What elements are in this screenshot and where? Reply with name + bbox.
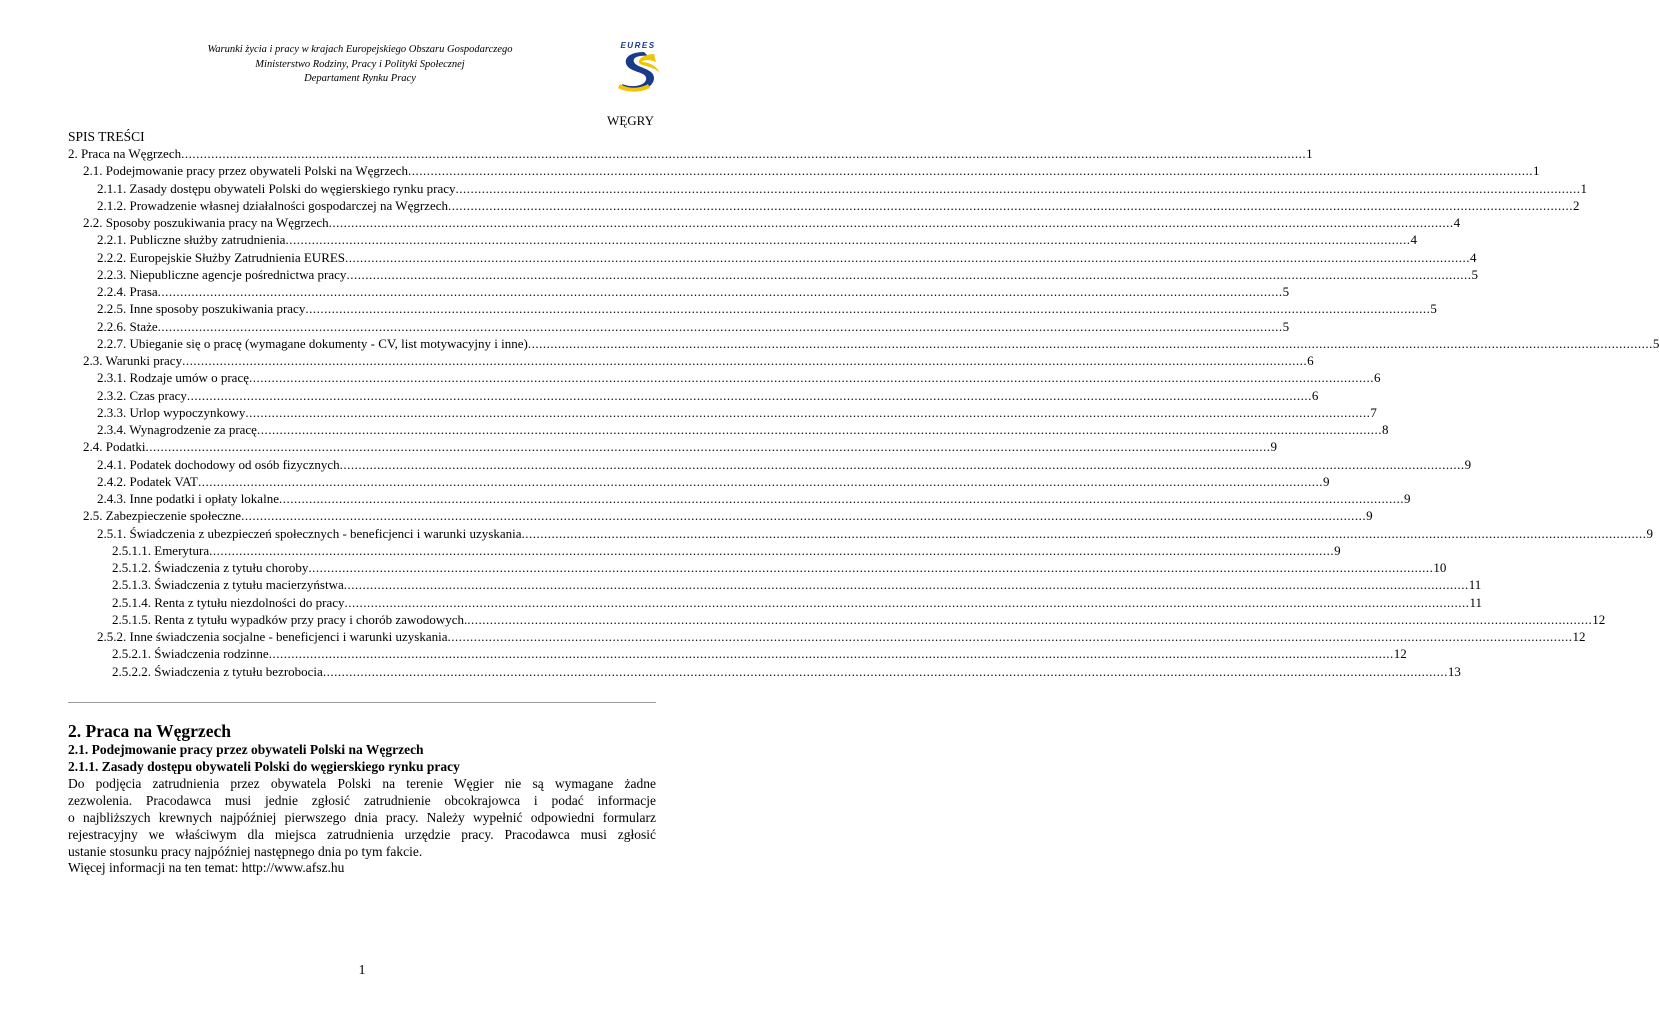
toc-dot-leader: ............................................................................................................................................................................................................................................................................................................ [182, 353, 1308, 368]
toc-dot-leader: ............................................................................................................................................................................................................................................................................................................ [339, 456, 1465, 472]
toc-entry-title: 2.2.4. Prasa [97, 284, 158, 299]
eures-logo-text: EURES [620, 41, 656, 50]
toc-dot-leader: ............................................................................................................................................................................................................................................................................................................ [245, 404, 1371, 420]
toc-dot-leader: ............................................................................................................................................................................................................................................................................................................ [157, 318, 1283, 334]
toc-dot-leader: ............................................................................................................................................................................................................................................................................................................ [408, 163, 1534, 179]
toc-entry-page: 9 [1334, 542, 1341, 558]
subsubsection-heading: 2.1.1. Zasady dostępu obywateli Polski do węgierskiego rynku pracy [68, 759, 460, 774]
toc-entry-title: 2.5.2. Inne świadczenia socjalne - beneficjenci i warunki uzyskania [97, 629, 448, 644]
toc-dot-leader: ............................................................................................................................................................................................................................................................................................................ [241, 508, 1367, 524]
toc-dot-leader: ............................................................................................................................................................................................................................................................................................................ [198, 473, 1323, 489]
document-header [150, 43, 570, 87]
toc-dot-leader: ............................................................................................................................................................................................................................................................................................................ [248, 370, 1374, 386]
toc-dot-leader: ............................................................................................................................................................................................................................................................................................................ [181, 146, 1307, 161]
toc-dot-leader: ............................................................................................................................................................................................................................................................................................................ [268, 646, 1394, 662]
toc-dot-leader: ............................................................................................................................................................................................................................................................................................................ [157, 284, 1283, 299]
toc-entry[interactable] [68, 353, 1314, 370]
toc-entry-page: 5 [1652, 335, 1659, 351]
toc-dot-leader: ............................................................................................................................................................................................................................................................................................................ [322, 663, 1448, 679]
toc-entry[interactable] [68, 232, 1417, 249]
toc-entry-title: 2.1.1. Zasady dostępu obywateli Polski do węgierskiego rynku pracy [97, 180, 456, 196]
toc-entry-title: 2.5.1.1. Emerytura [112, 542, 210, 558]
toc-entry-title: 2.4.1. Podatek dochodowy od osób fizycznych [97, 456, 340, 472]
toc-dot-leader: ............................................................................................................................................................................................................................................................................................................ [447, 197, 1573, 213]
toc-entry[interactable] [68, 197, 1580, 215]
toc-entry[interactable] [68, 387, 1319, 405]
toc-entry-title: 2.2.7. Ubieganie się o pracę (wymagane dokumenty - CV, list motywacyjny i inne) [97, 335, 528, 351]
toc-entry[interactable] [68, 266, 1478, 284]
toc-entry[interactable] [68, 663, 1461, 681]
body-paragraph [68, 775, 656, 860]
toc-entry[interactable] [68, 146, 1313, 163]
toc-entry-title: 2.5.1.4. Renta z tytułu niezdolności do pracy [112, 594, 345, 610]
toc-dot-leader: ............................................................................................................................................................................................................................................................................................................ [521, 525, 1647, 541]
toc-entry[interactable] [68, 577, 1482, 594]
toc-entry-title: 2.3.2. Czas pracy [97, 387, 187, 403]
toc-entry-page: 9 [1646, 525, 1653, 541]
toc-entry-title: 2.5.2.2. Świadczenia z tytułu bezrobocia [112, 663, 323, 679]
toc-entry-title: 2.2.6. Staże [97, 318, 158, 334]
toc-entry-page: 11 [1468, 577, 1482, 593]
more-info-line: Więcej informacji na ten temat: http://www.afsz.hu [68, 860, 345, 875]
toc-entry-title: 2.2.3. Niepubliczne agencje pośrednictwa pracy [97, 266, 347, 282]
toc-entry-page: 4 [1470, 249, 1477, 265]
paragraph-line: Do podjęcia zatrudnienia przez obywatela Polski na terenie Węgier nie są wymagane żadne [68, 776, 656, 791]
toc-dot-leader: ............................................................................................................................................................................................................................................................................................................ [447, 629, 1573, 644]
toc-entry[interactable] [68, 215, 1461, 232]
toc-entry[interactable] [68, 163, 1540, 180]
header-line-2: Ministerstwo Rodziny, Pracy i Polityki Społecznej [255, 58, 465, 70]
toc-entry-page: 11 [1469, 594, 1483, 610]
toc-entry[interactable] [68, 491, 1411, 508]
toc-dot-leader: ............................................................................................................................................................................................................................................................................................................ [345, 249, 1471, 265]
toc-entry[interactable] [68, 525, 1653, 543]
toc-entry-page: 9 [1323, 473, 1330, 489]
toc-dot-leader: ............................................................................................................................................................................................................................................................................................................ [343, 577, 1469, 593]
toc-entry[interactable] [68, 473, 1330, 491]
toc-entry-page: 12 [1393, 646, 1407, 662]
toc-entry[interactable] [68, 301, 1437, 318]
toc-entry-page: 2 [1572, 197, 1580, 213]
toc-entry-title: 2.1. Podejmowanie pracy przez obywateli Polski na Węgrzech [83, 163, 409, 179]
toc-entry[interactable] [68, 180, 1588, 198]
toc-dot-leader: ............................................................................................................................................................................................................................................................................................................ [145, 439, 1271, 455]
toc-entry[interactable] [68, 611, 1606, 629]
toc-entry-title: 2.5.1.2. Świadczenia z tytułu choroby [112, 560, 309, 575]
toc-entry-page: 4 [1410, 232, 1417, 248]
toc-entry-page: 1 [1306, 146, 1313, 161]
toc-dot-leader: ............................................................................................................................................................................................................................................................................................................ [346, 266, 1472, 282]
eures-logo [614, 40, 662, 92]
toc-dot-leader: ............................................................................................................................................................................................................................................................................................................ [285, 232, 1411, 248]
toc-dot-leader: ............................................................................................................................................................................................................................................................................................................ [467, 611, 1593, 627]
toc-entry-title: 2.3.3. Urlop wypoczynkowy [97, 404, 246, 420]
toc-entry-title: 2.2.2. Europejskie Służby Zatrudnienia EURES [97, 249, 346, 265]
toc-entry-title: 2.5.2.1. Świadczenia rodzinne [112, 646, 269, 662]
paragraph-line: ustanie stosunku pracy najpóźniej następnego dnia po tym fakcie. [68, 844, 423, 859]
toc-entry-title: 2.2.1. Publiczne służby zatrudnienia [97, 232, 286, 248]
toc-entry-title: 2.2. Sposoby poszukiwania pracy na Węgrzech [83, 215, 329, 230]
toc-dot-leader: ............................................................................................................................................................................................................................................................................................................ [308, 560, 1434, 575]
header-line-3: Departament Rynku Pracy [304, 73, 416, 84]
toc-entry-page: 6 [1307, 353, 1314, 368]
toc-entry[interactable] [68, 629, 1586, 646]
toc-entry-title: 2.5.1.5. Renta z tytułu wypadków przy pracy i chorób zawodowych. [112, 611, 468, 627]
toc-entry-title: 2.3. Warunki pracy [83, 353, 183, 368]
toc-entry-page: 6 [1311, 387, 1319, 403]
toc-entry-page: 8 [1381, 422, 1389, 437]
toc-entry[interactable] [68, 439, 1277, 456]
toc-dot-leader: ............................................................................................................................................................................................................................................................................................................ [328, 215, 1454, 230]
toc-entry[interactable] [68, 508, 1373, 525]
paragraph-line: o najbliższych krewnych najpóźniej pierwszego dnia pracy. Należy wypełnić odpowiedni formularz [68, 810, 656, 825]
toc-entry-page: 1 [1580, 180, 1588, 196]
toc-dot-leader: ............................................................................................................................................................................................................................................................................................................ [186, 387, 1312, 403]
toc-entry-title: 2.3.4. Wynagrodzenie za pracę [97, 422, 257, 437]
toc-entry[interactable] [68, 335, 1659, 353]
toc-entry-title: 2.5.1.3. Świadczenia z tytułu macierzyństwa [112, 577, 344, 593]
toc-entry[interactable] [68, 318, 1290, 336]
toc-dot-leader: ............................................................................................................................................................................................................................................................................................................ [344, 594, 1470, 610]
toc-entry-page: 9 [1464, 456, 1472, 472]
toc-entry[interactable] [68, 646, 1407, 663]
country-label: WĘGRY [607, 113, 654, 128]
toc-entry-title: 2.4.3. Inne podatki i opłaty lokalne [97, 491, 279, 506]
toc-entry-page: 4 [1453, 215, 1461, 230]
toc-entry-page: 6 [1373, 370, 1381, 386]
toc-entry-title: 2.5.1. Świadczenia z ubezpieczeń społecznych - beneficjenci i warunki uzyskania [97, 525, 522, 541]
subsection-heading: 2.1. Podejmowanie pracy przez obywateli Polski na Węgrzech [68, 742, 424, 757]
section-divider [68, 702, 656, 703]
header-line-1: Warunki życia i pracy w krajach Europejskiego Obszaru Gospodarczego [207, 44, 513, 55]
page-number: 1 [358, 963, 366, 978]
toc-entry-page: 9 [1403, 491, 1411, 506]
toc-entry[interactable] [68, 542, 1341, 560]
toc-entry-title: 2.5. Zabezpieczenie społeczne [83, 508, 242, 524]
toc-entry-page: 5 [1471, 266, 1478, 282]
toc-entry[interactable] [68, 456, 1472, 474]
toc-dot-leader: ............................................................................................................................................................................................................................................................................................................ [305, 301, 1431, 317]
toc-entry[interactable] [68, 249, 1477, 267]
toc-dot-leader: ............................................................................................................................................................................................................................................................................................................ [527, 335, 1653, 351]
toc-entry[interactable] [68, 594, 1483, 612]
paragraph-line: rejestracyjny we właściwym dla miejsca zatrudnienia urzędzie pracy. Pracodawca musi zgłosić [68, 827, 656, 842]
toc-entry-page: 5 [1282, 284, 1290, 299]
toc-entry[interactable] [68, 422, 1389, 439]
paragraph-line: zezwolenia. Pracodawca musi jednie zgłosić zatrudnienie obcokrajowca i podać informacje [68, 793, 656, 808]
section-heading: 2. Praca na Węgrzech [68, 721, 231, 741]
toc-entry[interactable] [68, 560, 1447, 577]
toc-entry[interactable] [68, 404, 1377, 422]
toc-entry-title: 2.4. Podatki [83, 439, 146, 455]
toc-entry-title: 2.2.5. Inne sposoby poszukiwania pracy [97, 301, 306, 317]
toc-dot-leader: ............................................................................................................................................................................................................................................................................................................ [455, 180, 1581, 196]
toc-dot-leader: ............................................................................................................................................................................................................................................................................................................ [256, 422, 1382, 437]
toc-entry-page: 10 [1433, 560, 1447, 575]
toc-entry-page: 1 [1533, 163, 1540, 179]
toc-entry-title: 2. Praca na Węgrzech [68, 146, 182, 161]
toc-entry-title: 2.4.2. Podatek VAT [97, 473, 198, 489]
toc-entry-page: 9 [1270, 439, 1277, 455]
toc-entry-page: 7 [1370, 404, 1377, 420]
toc-entry-title: 2.3.1. Rodzaje umów o pracę [97, 370, 249, 386]
table-of-contents [68, 146, 1659, 681]
toc-entry[interactable] [68, 284, 1290, 301]
toc-entry-page: 5 [1430, 301, 1437, 317]
toc-entry-page: 13 [1447, 663, 1461, 679]
toc-entry-page: 12 [1592, 611, 1606, 627]
toc-entry-page: 5 [1282, 318, 1290, 334]
toc-title: SPIS TREŚCI [68, 129, 145, 144]
toc-entry-title: 2.1.2. Prowadzenie własnej działalności gospodarczej na Węgrzech [97, 197, 448, 213]
toc-dot-leader: ............................................................................................................................................................................................................................................................................................................ [209, 542, 1335, 558]
toc-dot-leader: ............................................................................................................................................................................................................................................................................................................ [278, 491, 1404, 506]
toc-entry[interactable] [68, 370, 1381, 387]
toc-entry-page: 12 [1572, 629, 1586, 644]
toc-entry-page: 9 [1366, 508, 1373, 524]
